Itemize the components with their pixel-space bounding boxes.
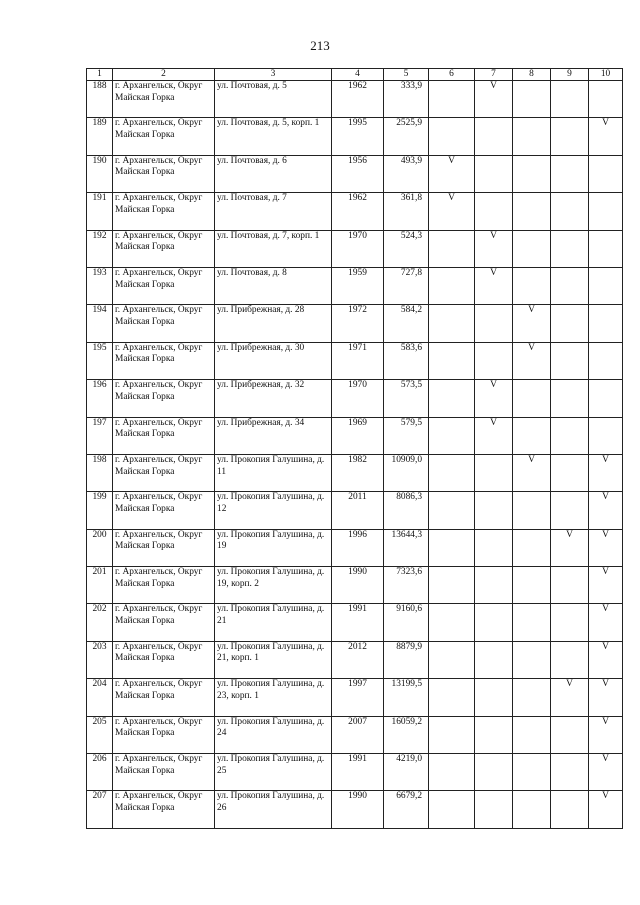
mark-cell-9 bbox=[551, 567, 589, 604]
area-cell: 583,6 bbox=[384, 342, 429, 379]
table-row bbox=[87, 791, 623, 828]
year-cell: 2012 bbox=[332, 641, 384, 678]
address-cell: ул. Прокопия Галушина, д. 21, корп. 1 bbox=[215, 641, 332, 678]
address-cell: ул. Прибрежная, д. 30 bbox=[215, 342, 332, 379]
mark-cell-8 bbox=[513, 81, 551, 118]
area-cell: 8086,3 bbox=[384, 492, 429, 529]
mark-cell-7: V bbox=[475, 417, 513, 454]
table-row bbox=[87, 342, 623, 379]
column-header: 6 bbox=[429, 69, 475, 81]
year-cell: 1959 bbox=[332, 267, 384, 304]
table-row bbox=[87, 118, 623, 155]
address-cell: ул. Прокопия Галушина, д. 12 bbox=[215, 492, 332, 529]
row-number-cell: 205 bbox=[87, 716, 113, 753]
location-cell: г. Архангельск, Округ Майская Горка bbox=[113, 754, 215, 791]
mark-cell-6 bbox=[429, 380, 475, 417]
column-header: 5 bbox=[384, 69, 429, 81]
mark-cell-7 bbox=[475, 604, 513, 641]
mark-cell-7: V bbox=[475, 380, 513, 417]
location-cell: г. Архангельск, Округ Майская Горка bbox=[113, 81, 215, 118]
year-cell: 1997 bbox=[332, 679, 384, 716]
address-cell: ул. Прибрежная, д. 32 bbox=[215, 380, 332, 417]
column-number-row bbox=[87, 69, 623, 81]
area-cell: 7323,6 bbox=[384, 567, 429, 604]
year-cell: 1990 bbox=[332, 567, 384, 604]
mark-cell-7 bbox=[475, 716, 513, 753]
address-cell: ул. Почтовая, д. 7 bbox=[215, 193, 332, 230]
mark-cell-10: V bbox=[589, 641, 623, 678]
mark-cell-9 bbox=[551, 716, 589, 753]
row-number-cell: 200 bbox=[87, 529, 113, 566]
address-cell: ул. Прокопия Галушина, д. 19 bbox=[215, 529, 332, 566]
mark-cell-8 bbox=[513, 193, 551, 230]
location-cell: г. Архангельск, Округ Майская Горка bbox=[113, 641, 215, 678]
mark-cell-7 bbox=[475, 791, 513, 828]
row-number-cell: 191 bbox=[87, 193, 113, 230]
location-cell: г. Архангельск, Округ Майская Горка bbox=[113, 679, 215, 716]
year-cell: 1995 bbox=[332, 118, 384, 155]
row-number-cell: 203 bbox=[87, 641, 113, 678]
mark-cell-10 bbox=[589, 81, 623, 118]
area-cell: 333,9 bbox=[384, 81, 429, 118]
mark-cell-8: V bbox=[513, 305, 551, 342]
mark-cell-6 bbox=[429, 230, 475, 267]
mark-cell-10: V bbox=[589, 492, 623, 529]
row-number-cell: 188 bbox=[87, 81, 113, 118]
table-row bbox=[87, 492, 623, 529]
area-cell: 9160,6 bbox=[384, 604, 429, 641]
mark-cell-10 bbox=[589, 193, 623, 230]
mark-cell-10 bbox=[589, 230, 623, 267]
location-cell: г. Архангельск, Округ Майская Горка bbox=[113, 267, 215, 304]
address-cell: ул. Прибрежная, д. 28 bbox=[215, 305, 332, 342]
location-cell: г. Архангельск, Округ Майская Горка bbox=[113, 529, 215, 566]
column-header: 10 bbox=[589, 69, 623, 81]
mark-cell-6 bbox=[429, 267, 475, 304]
address-cell: ул. Прокопия Галушина, д. 25 bbox=[215, 754, 332, 791]
location-cell: г. Архангельск, Округ Майская Горка bbox=[113, 305, 215, 342]
mark-cell-10: V bbox=[589, 754, 623, 791]
mark-cell-6 bbox=[429, 492, 475, 529]
mark-cell-6 bbox=[429, 81, 475, 118]
address-cell: ул. Прокопия Галушина, д. 26 bbox=[215, 791, 332, 828]
row-number-cell: 202 bbox=[87, 604, 113, 641]
mark-cell-10 bbox=[589, 267, 623, 304]
mark-cell-10 bbox=[589, 155, 623, 192]
year-cell: 1991 bbox=[332, 604, 384, 641]
mark-cell-8 bbox=[513, 716, 551, 753]
mark-cell-10: V bbox=[589, 791, 623, 828]
mark-cell-6: V bbox=[429, 193, 475, 230]
location-cell: г. Архангельск, Округ Майская Горка bbox=[113, 417, 215, 454]
table-row bbox=[87, 417, 623, 454]
address-cell: ул. Почтовая, д. 5 bbox=[215, 81, 332, 118]
location-cell: г. Архангельск, Округ Майская Горка bbox=[113, 454, 215, 491]
area-cell: 727,8 bbox=[384, 267, 429, 304]
mark-cell-6 bbox=[429, 679, 475, 716]
mark-cell-7 bbox=[475, 641, 513, 678]
mark-cell-9 bbox=[551, 641, 589, 678]
mark-cell-6 bbox=[429, 716, 475, 753]
mark-cell-9 bbox=[551, 417, 589, 454]
area-cell: 13644,3 bbox=[384, 529, 429, 566]
mark-cell-6: V bbox=[429, 155, 475, 192]
year-cell: 1969 bbox=[332, 417, 384, 454]
mark-cell-6 bbox=[429, 342, 475, 379]
location-cell: г. Архангельск, Округ Майская Горка bbox=[113, 118, 215, 155]
year-cell: 1996 bbox=[332, 529, 384, 566]
mark-cell-10: V bbox=[589, 454, 623, 491]
area-cell: 13199,5 bbox=[384, 679, 429, 716]
mark-cell-10: V bbox=[589, 679, 623, 716]
mark-cell-6 bbox=[429, 604, 475, 641]
table-row bbox=[87, 754, 623, 791]
year-cell: 1990 bbox=[332, 791, 384, 828]
year-cell: 2007 bbox=[332, 716, 384, 753]
mark-cell-8 bbox=[513, 754, 551, 791]
row-number-cell: 199 bbox=[87, 492, 113, 529]
mark-cell-10: V bbox=[589, 118, 623, 155]
year-cell: 1956 bbox=[332, 155, 384, 192]
year-cell: 1970 bbox=[332, 230, 384, 267]
mark-cell-8 bbox=[513, 155, 551, 192]
table-row bbox=[87, 529, 623, 566]
mark-cell-8 bbox=[513, 492, 551, 529]
column-header: 3 bbox=[215, 69, 332, 81]
table-row bbox=[87, 155, 623, 192]
table-row bbox=[87, 567, 623, 604]
area-cell: 2525,9 bbox=[384, 118, 429, 155]
column-header: 9 bbox=[551, 69, 589, 81]
table-row bbox=[87, 641, 623, 678]
mark-cell-8 bbox=[513, 567, 551, 604]
location-cell: г. Архангельск, Округ Майская Горка bbox=[113, 342, 215, 379]
mark-cell-7 bbox=[475, 193, 513, 230]
table-row bbox=[87, 230, 623, 267]
mark-cell-10: V bbox=[589, 567, 623, 604]
mark-cell-9 bbox=[551, 118, 589, 155]
mark-cell-9 bbox=[551, 342, 589, 379]
mark-cell-9 bbox=[551, 267, 589, 304]
location-cell: г. Архангельск, Округ Майская Горка bbox=[113, 567, 215, 604]
table-row bbox=[87, 454, 623, 491]
table-row bbox=[87, 679, 623, 716]
mark-cell-9 bbox=[551, 193, 589, 230]
table-row bbox=[87, 193, 623, 230]
table-row bbox=[87, 604, 623, 641]
column-header: 4 bbox=[332, 69, 384, 81]
row-number-cell: 204 bbox=[87, 679, 113, 716]
mark-cell-10 bbox=[589, 342, 623, 379]
area-cell: 579,5 bbox=[384, 417, 429, 454]
mark-cell-7 bbox=[475, 454, 513, 491]
row-number-cell: 206 bbox=[87, 754, 113, 791]
area-cell: 524,3 bbox=[384, 230, 429, 267]
address-cell: ул. Почтовая, д. 5, корп. 1 bbox=[215, 118, 332, 155]
mark-cell-9 bbox=[551, 380, 589, 417]
mark-cell-6 bbox=[429, 567, 475, 604]
mark-cell-8 bbox=[513, 230, 551, 267]
row-number-cell: 207 bbox=[87, 791, 113, 828]
column-header: 8 bbox=[513, 69, 551, 81]
year-cell: 1970 bbox=[332, 380, 384, 417]
table-body bbox=[87, 81, 623, 829]
mark-cell-8 bbox=[513, 529, 551, 566]
mark-cell-8: V bbox=[513, 454, 551, 491]
column-header: 7 bbox=[475, 69, 513, 81]
mark-cell-9 bbox=[551, 81, 589, 118]
address-cell: ул. Прокопия Галушина, д. 23, корп. 1 bbox=[215, 679, 332, 716]
mark-cell-9 bbox=[551, 454, 589, 491]
area-cell: 584,2 bbox=[384, 305, 429, 342]
location-cell: г. Архангельск, Округ Майская Горка bbox=[113, 193, 215, 230]
area-cell: 8879,9 bbox=[384, 641, 429, 678]
mark-cell-7: V bbox=[475, 267, 513, 304]
mark-cell-9: V bbox=[551, 679, 589, 716]
mark-cell-7 bbox=[475, 567, 513, 604]
mark-cell-7 bbox=[475, 342, 513, 379]
table-row bbox=[87, 305, 623, 342]
mark-cell-6 bbox=[429, 305, 475, 342]
mark-cell-9 bbox=[551, 754, 589, 791]
mark-cell-8 bbox=[513, 118, 551, 155]
mark-cell-7 bbox=[475, 305, 513, 342]
row-number-cell: 197 bbox=[87, 417, 113, 454]
area-cell: 573,5 bbox=[384, 380, 429, 417]
mark-cell-8 bbox=[513, 380, 551, 417]
year-cell: 1962 bbox=[332, 81, 384, 118]
row-number-cell: 194 bbox=[87, 305, 113, 342]
mark-cell-7: V bbox=[475, 81, 513, 118]
mark-cell-7: V bbox=[475, 230, 513, 267]
address-cell: ул. Прокопия Галушина, д. 11 bbox=[215, 454, 332, 491]
mark-cell-10 bbox=[589, 380, 623, 417]
area-cell: 10909,0 bbox=[384, 454, 429, 491]
mark-cell-9 bbox=[551, 305, 589, 342]
mark-cell-6 bbox=[429, 118, 475, 155]
mark-cell-7 bbox=[475, 118, 513, 155]
mark-cell-6 bbox=[429, 454, 475, 491]
mark-cell-8 bbox=[513, 417, 551, 454]
mark-cell-8 bbox=[513, 267, 551, 304]
area-cell: 493,9 bbox=[384, 155, 429, 192]
location-cell: г. Архангельск, Округ Майская Горка bbox=[113, 492, 215, 529]
mark-cell-7 bbox=[475, 679, 513, 716]
location-cell: г. Архангельск, Округ Майская Горка bbox=[113, 155, 215, 192]
mark-cell-8 bbox=[513, 791, 551, 828]
mark-cell-9 bbox=[551, 791, 589, 828]
address-cell: ул. Прокопия Галушина, д. 21 bbox=[215, 604, 332, 641]
mark-cell-10 bbox=[589, 417, 623, 454]
address-cell: ул. Почтовая, д. 7, корп. 1 bbox=[215, 230, 332, 267]
table-row bbox=[87, 81, 623, 118]
row-number-cell: 190 bbox=[87, 155, 113, 192]
table-row bbox=[87, 267, 623, 304]
location-cell: г. Архангельск, Округ Майская Горка bbox=[113, 716, 215, 753]
mark-cell-7 bbox=[475, 492, 513, 529]
row-number-cell: 195 bbox=[87, 342, 113, 379]
mark-cell-6 bbox=[429, 417, 475, 454]
mark-cell-6 bbox=[429, 754, 475, 791]
table-row bbox=[87, 380, 623, 417]
area-cell: 361,8 bbox=[384, 193, 429, 230]
mark-cell-8 bbox=[513, 641, 551, 678]
year-cell: 1982 bbox=[332, 454, 384, 491]
column-header: 2 bbox=[113, 69, 215, 81]
table-row bbox=[87, 716, 623, 753]
mark-cell-9 bbox=[551, 230, 589, 267]
mark-cell-9 bbox=[551, 155, 589, 192]
mark-cell-8: V bbox=[513, 342, 551, 379]
mark-cell-6 bbox=[429, 791, 475, 828]
row-number-cell: 201 bbox=[87, 567, 113, 604]
area-cell: 4219,0 bbox=[384, 754, 429, 791]
mark-cell-10: V bbox=[589, 604, 623, 641]
area-cell: 16059,2 bbox=[384, 716, 429, 753]
location-cell: г. Архангельск, Округ Майская Горка bbox=[113, 230, 215, 267]
mark-cell-6 bbox=[429, 641, 475, 678]
location-cell: г. Архангельск, Округ Майская Горка bbox=[113, 380, 215, 417]
row-number-cell: 189 bbox=[87, 118, 113, 155]
address-cell: ул. Прокопия Галушина, д. 24 bbox=[215, 716, 332, 753]
mark-cell-10 bbox=[589, 305, 623, 342]
mark-cell-8 bbox=[513, 679, 551, 716]
year-cell: 1991 bbox=[332, 754, 384, 791]
address-cell: ул. Прибрежная, д. 34 bbox=[215, 417, 332, 454]
mark-cell-8 bbox=[513, 604, 551, 641]
mark-cell-9: V bbox=[551, 529, 589, 566]
row-number-cell: 192 bbox=[87, 230, 113, 267]
mark-cell-9 bbox=[551, 604, 589, 641]
mark-cell-7 bbox=[475, 754, 513, 791]
year-cell: 1972 bbox=[332, 305, 384, 342]
location-cell: г. Архангельск, Округ Майская Горка bbox=[113, 604, 215, 641]
mark-cell-9 bbox=[551, 492, 589, 529]
year-cell: 1962 bbox=[332, 193, 384, 230]
housing-registry-table bbox=[86, 68, 623, 829]
row-number-cell: 193 bbox=[87, 267, 113, 304]
year-cell: 1971 bbox=[332, 342, 384, 379]
address-cell: ул. Почтовая, д. 8 bbox=[215, 267, 332, 304]
mark-cell-7 bbox=[475, 529, 513, 566]
area-cell: 6679,2 bbox=[384, 791, 429, 828]
address-cell: ул. Почтовая, д. 6 bbox=[215, 155, 332, 192]
mark-cell-10: V bbox=[589, 529, 623, 566]
mark-cell-10: V bbox=[589, 716, 623, 753]
page-number: 213 bbox=[310, 38, 330, 53]
location-cell: г. Архангельск, Округ Майская Горка bbox=[113, 791, 215, 828]
mark-cell-7 bbox=[475, 155, 513, 192]
row-number-cell: 196 bbox=[87, 380, 113, 417]
column-header: 1 bbox=[87, 69, 113, 81]
address-cell: ул. Прокопия Галушина, д. 19, корп. 2 bbox=[215, 567, 332, 604]
year-cell: 2011 bbox=[332, 492, 384, 529]
row-number-cell: 198 bbox=[87, 454, 113, 491]
mark-cell-6 bbox=[429, 529, 475, 566]
